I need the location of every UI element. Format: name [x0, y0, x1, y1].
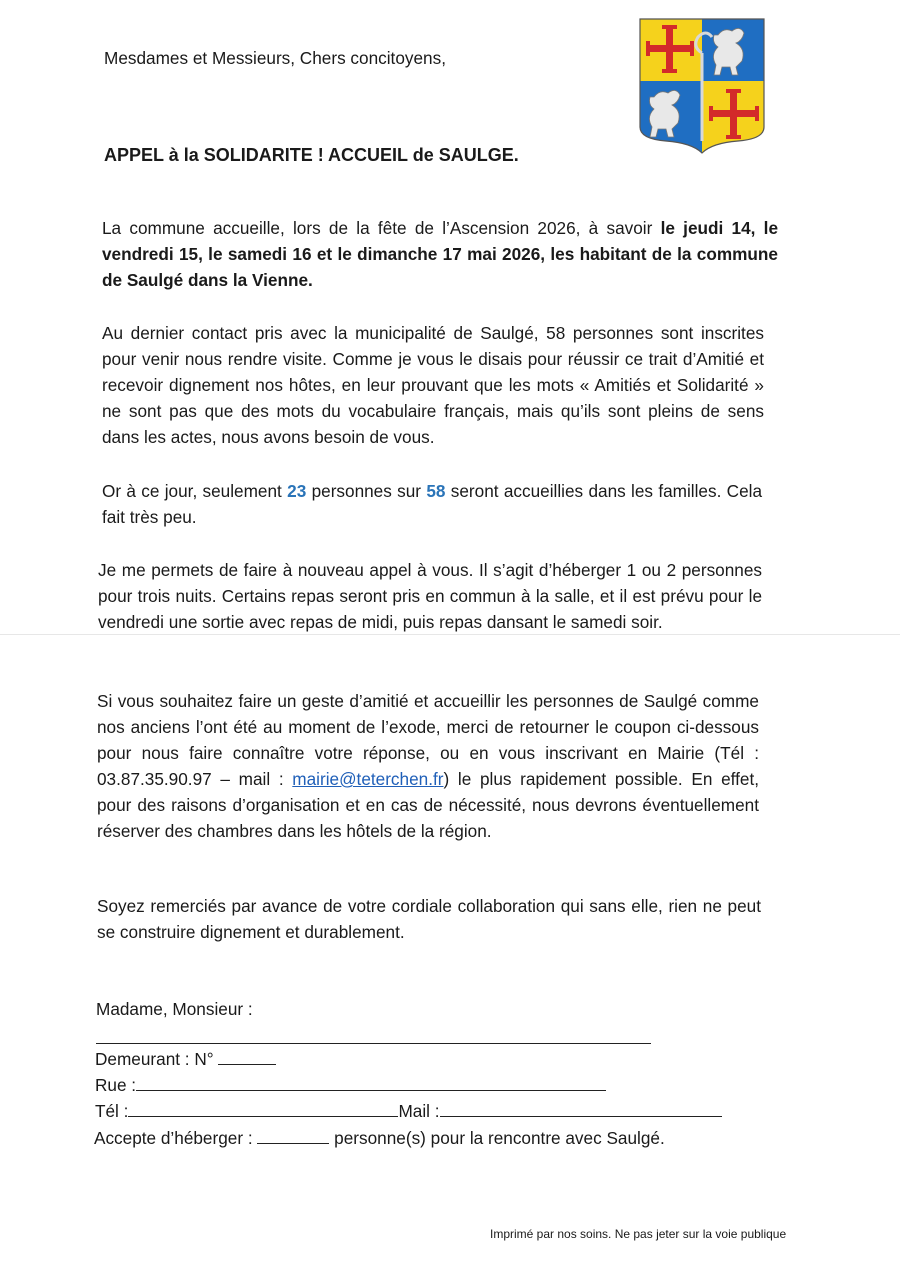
name-field[interactable] — [96, 1043, 651, 1044]
event-dates: le jeudi 14, le vendredi 15, le samedi 16 et le dimanche 17 mai 2026, les habitant de la commune de Saulgé dans la Vienne. — [102, 218, 778, 290]
host-label-after: personne(s) pour la rencontre avec Saulgé. — [334, 1128, 665, 1148]
paragraph-thanks: Soyez remerciés par avance de votre cordiale collaboration qui sans elle, rien ne peut se construire dignement et durablement. — [97, 896, 761, 942]
contact-row — [95, 1098, 722, 1124]
hosted-count: 23 — [287, 481, 307, 501]
paragraph-contact: Au dernier contact pris avec la municipalité de Saulgé, 58 personnes sont inscrites pour venir nous rendre visite. Comme je vous le disais pour réussir ce trait d’Amitié et recevoir dignement nos hôtes, en leur prouvant que les mots « Amitiés et Solidarité » ne sont pas que des mots du vocabulaire français, mais qu’ils sont pleins de sens dans les actes, nous avons besoin de vous. — [102, 323, 764, 447]
number-field[interactable] — [218, 1047, 276, 1065]
mail-label: Mail : — [398, 1101, 440, 1121]
paragraph-registration — [97, 688, 759, 844]
registration-text-2: ) le plus rapidement possible. En effet, pour des raisons d’organisation et en cas de nécessité, nous devrons éventuellement réserver des chambres dans les hôtels de la région. — [97, 769, 759, 841]
registration-text-1: Si vous souhaitez faire un geste d’amitié et accueillir les personnes de Saulgé comme nos anciens l’ont été au moment de l’exode, merci de retourner le coupon ci-dessous pour nous faire connaître votre réponse, ou en vous inscrivant en Mairie (Tél : 03.87.35.90.97 – mail : — [97, 691, 759, 789]
number-label: Demeurant : N° — [95, 1049, 214, 1069]
mail-field[interactable] — [440, 1099, 722, 1117]
street-row — [95, 1072, 606, 1098]
page-title: APPEL à la SOLIDARITE ! ACCUEIL de SAULGE. — [104, 145, 519, 165]
host-count-field[interactable] — [257, 1126, 329, 1144]
number-row — [95, 1046, 276, 1072]
paragraph-count — [102, 478, 762, 530]
paragraph-appeal: Je me permets de faire à nouveau appel à vous. Il s’agit d’héberger 1 ou 2 personnes pour trois nuits. Certains repas seront pris en commun à la salle, et il est prévu pour le vendredi une sortie avec repas de midi, puis repas dansant le samedi soir. — [98, 560, 762, 632]
host-row — [94, 1125, 665, 1151]
count-text-1: Or à ce jour, seulement — [102, 481, 288, 501]
email-link[interactable]: mairie@teterchen.fr — [292, 769, 444, 789]
phone-label: Tél : — [95, 1101, 129, 1121]
phone-field[interactable] — [128, 1099, 398, 1117]
count-text-3: seront accueillies dans les familles. Cela fait très peu. — [102, 481, 763, 527]
count-text-2: personnes sur — [306, 481, 427, 501]
paragraph-dates-text: La commune accueille, lors de la fête de l’Ascension 2026, à savoir — [102, 218, 661, 238]
coat-of-arms-icon — [638, 17, 766, 155]
greeting: Mesdames et Messieurs, Chers concitoyens, — [104, 48, 446, 68]
street-label: Rue : — [95, 1075, 137, 1095]
total-count: 58 — [426, 481, 446, 501]
scan-artifact-line — [0, 634, 900, 635]
street-field[interactable] — [136, 1073, 606, 1091]
paragraph-dates — [102, 215, 778, 293]
footer-note: Imprimé par nos soins. Ne pas jeter sur la voie publique — [490, 1227, 787, 1241]
name-label: Madame, Monsieur : — [96, 999, 253, 1019]
host-label: Accepte d’héberger : — [94, 1128, 253, 1148]
